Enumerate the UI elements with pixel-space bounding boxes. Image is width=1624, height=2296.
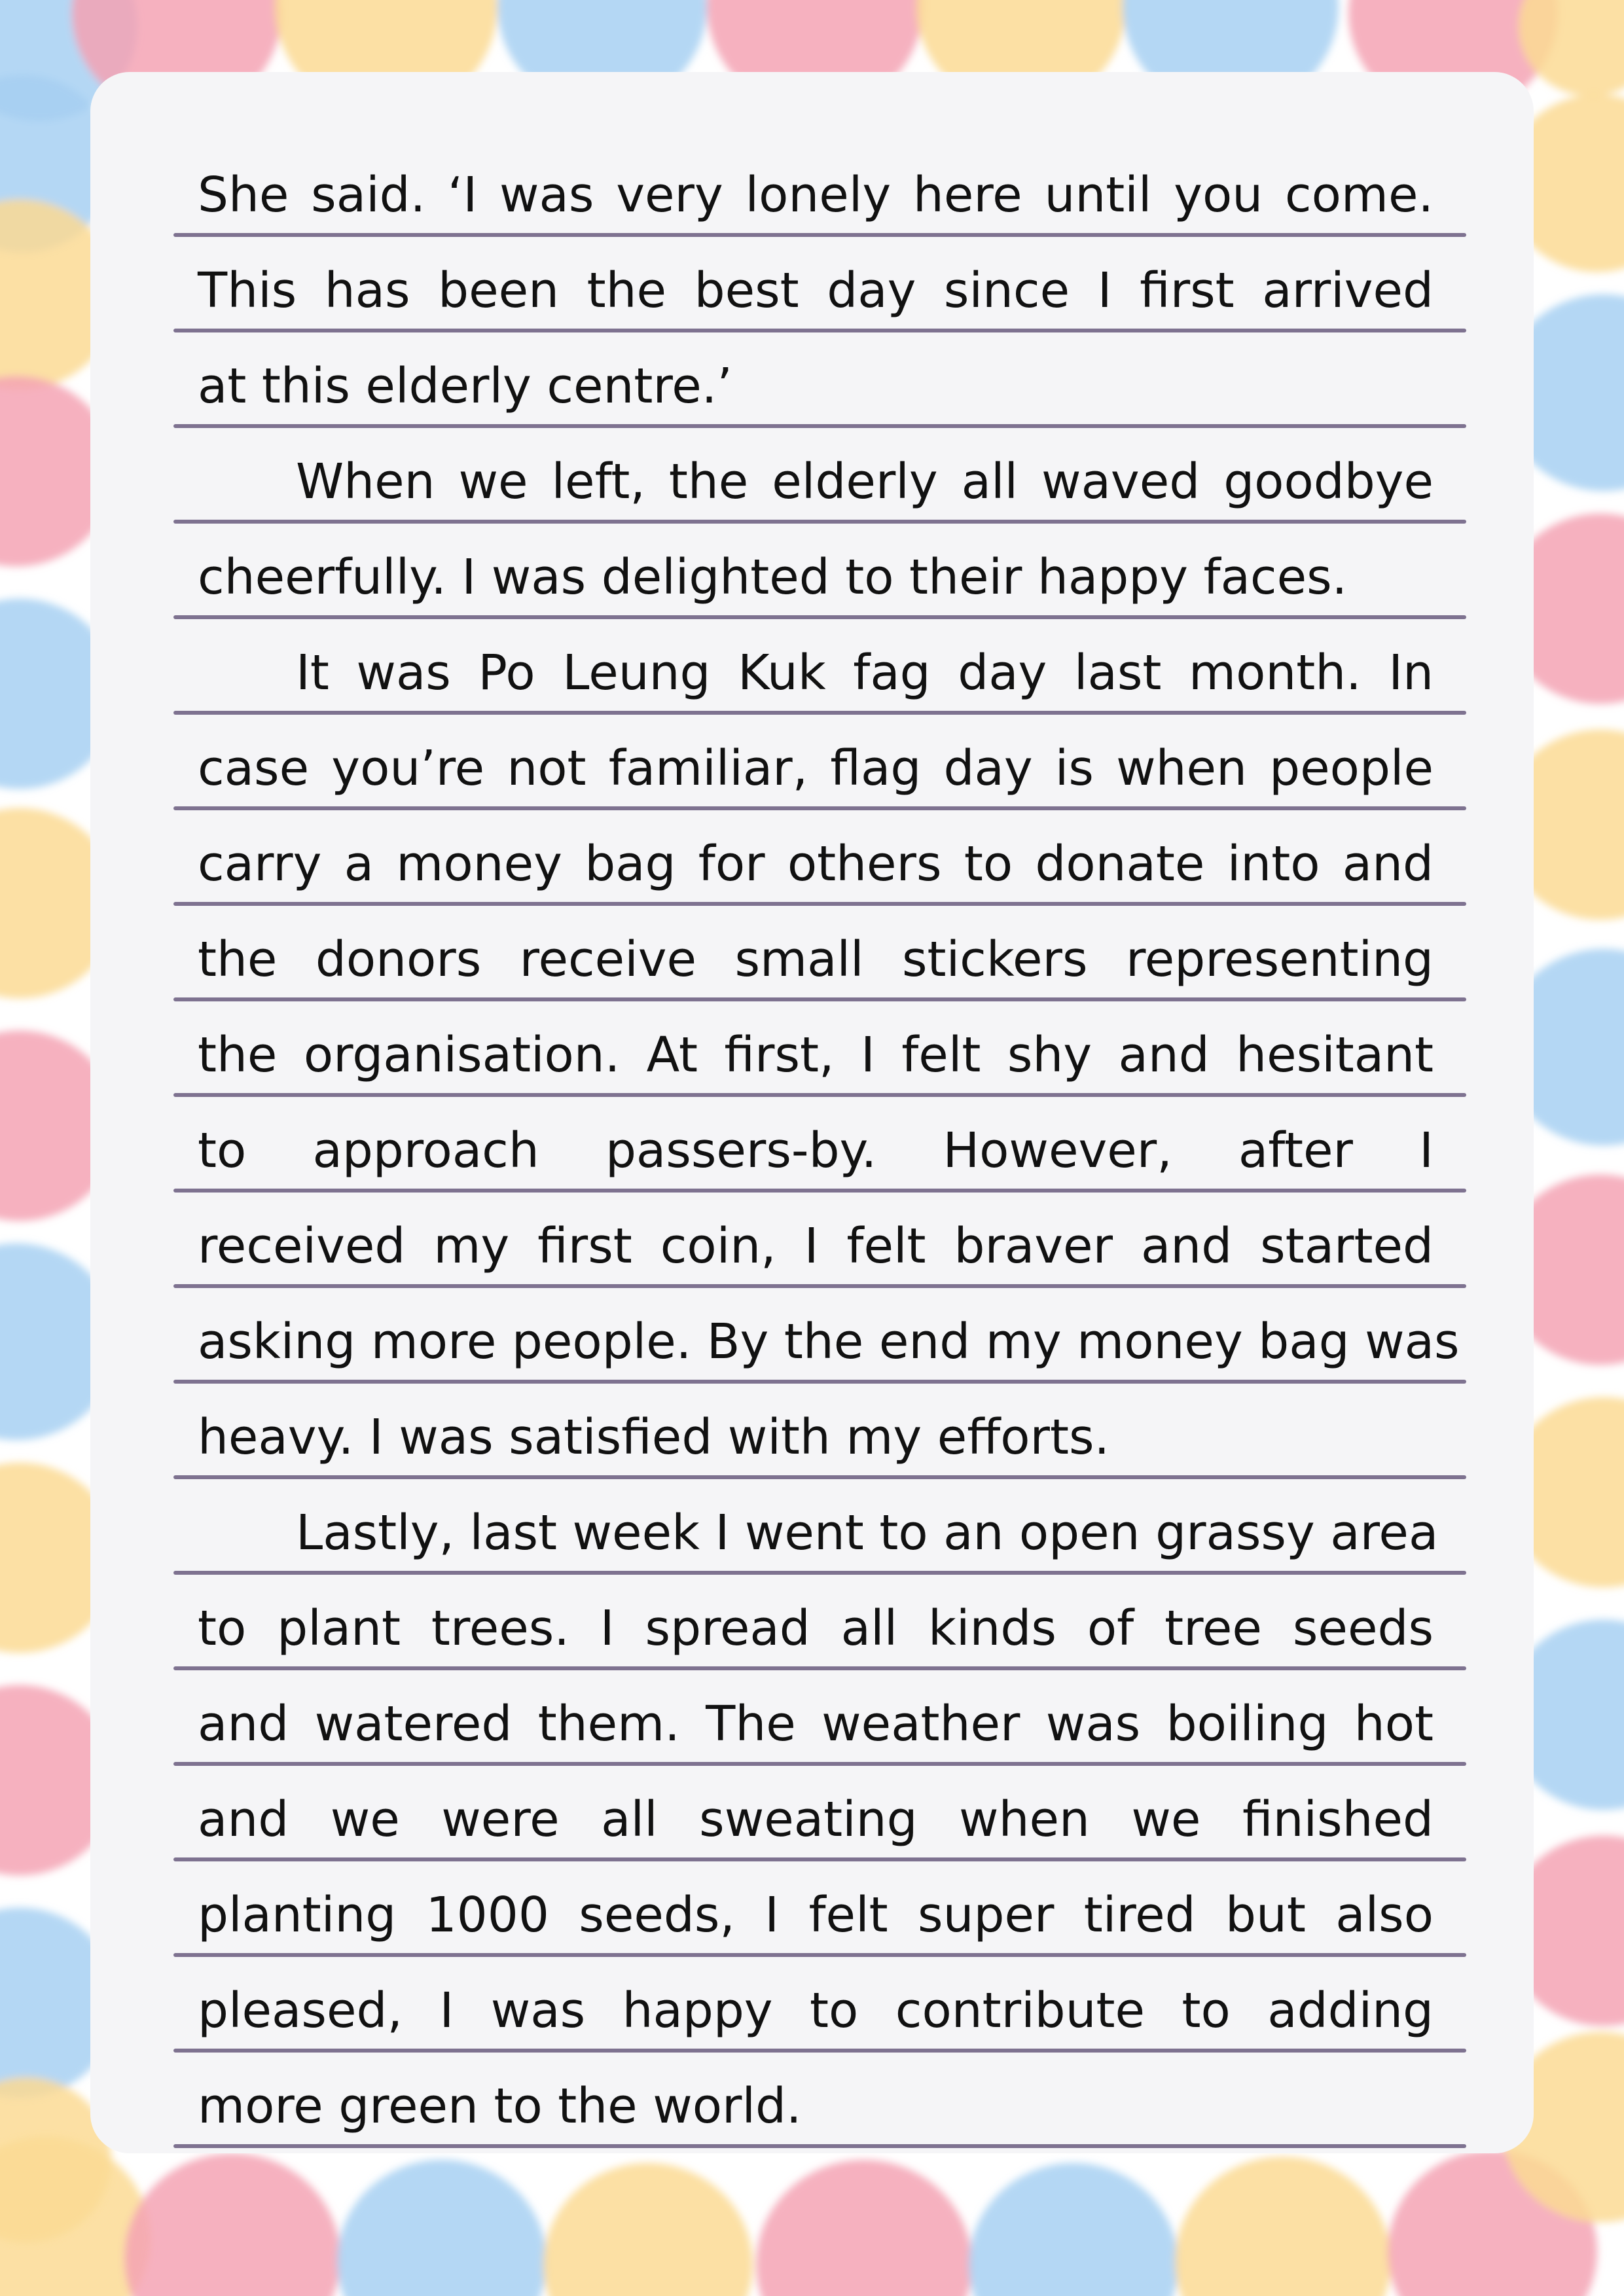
ruled-line [173,806,1466,810]
ruled-line [173,2144,1466,2148]
ruled-line [173,1189,1466,1193]
ruled-line [173,424,1466,428]
text-line: She said. ‘I was very lonely here until you come. [198,167,1434,223]
text-line: at this elderly centre.’ [198,358,732,414]
text-line: carry a money bag for others to donate into and [198,836,1434,892]
text-line: planting 1000 seeds, I felt super tired but also [198,1887,1434,1943]
ruled-line [173,1953,1466,1957]
text-line: to plant trees. I spread all kinds of tree seeds [198,1600,1434,1657]
ruled-line [173,615,1466,619]
text-line: cheerfully. I was delighted to their happy faces. [198,549,1348,605]
ruled-line [173,520,1466,524]
text-line: and watered them. The weather was boiling hot [198,1696,1434,1752]
ruled-line [173,1093,1466,1097]
text-line: received my first coin, I felt braver and started [198,1218,1434,1274]
text-line: asking more people. By the end my money bag was [198,1314,1460,1370]
ruled-line [173,1666,1466,1670]
ruled-line [173,2049,1466,2053]
ruled-line [173,1380,1466,1384]
ruled-line [173,329,1466,332]
ruled-line [173,997,1466,1001]
text-line: This has been the best day since I first arrived [198,262,1434,319]
text-line: and we were all sweating when we finished [198,1791,1434,1848]
text-line: Lastly, last week I went to an open grassy area [296,1505,1439,1561]
ruled-line [173,1284,1466,1288]
text-line: It was Po Leung Kuk fag day last month. In [296,645,1434,701]
text-line: When we left, the elderly all waved goodbye [296,454,1434,510]
ruled-line [173,1857,1466,1861]
ruled-line [173,1571,1466,1575]
ruled-line [173,711,1466,715]
text-line: more green to the world. [198,2078,802,2134]
watercolor-dot [1519,0,1624,96]
text-line: to approach passers-by. However, after I [198,1122,1434,1179]
text-line: the organisation. At first, I felt shy and hesitant [198,1027,1434,1083]
ruled-line [173,1475,1466,1479]
text-line: case you’re not familiar, flag day is when people [198,740,1434,797]
ruled-line [173,902,1466,906]
ruled-line [173,1762,1466,1766]
text-line: heavy. I was satisfied with my efforts. [198,1409,1110,1465]
ruled-line [173,233,1466,237]
text-line: pleased, I was happy to contribute to adding [198,1982,1434,2039]
text-line: the donors receive small stickers representing [198,931,1434,988]
